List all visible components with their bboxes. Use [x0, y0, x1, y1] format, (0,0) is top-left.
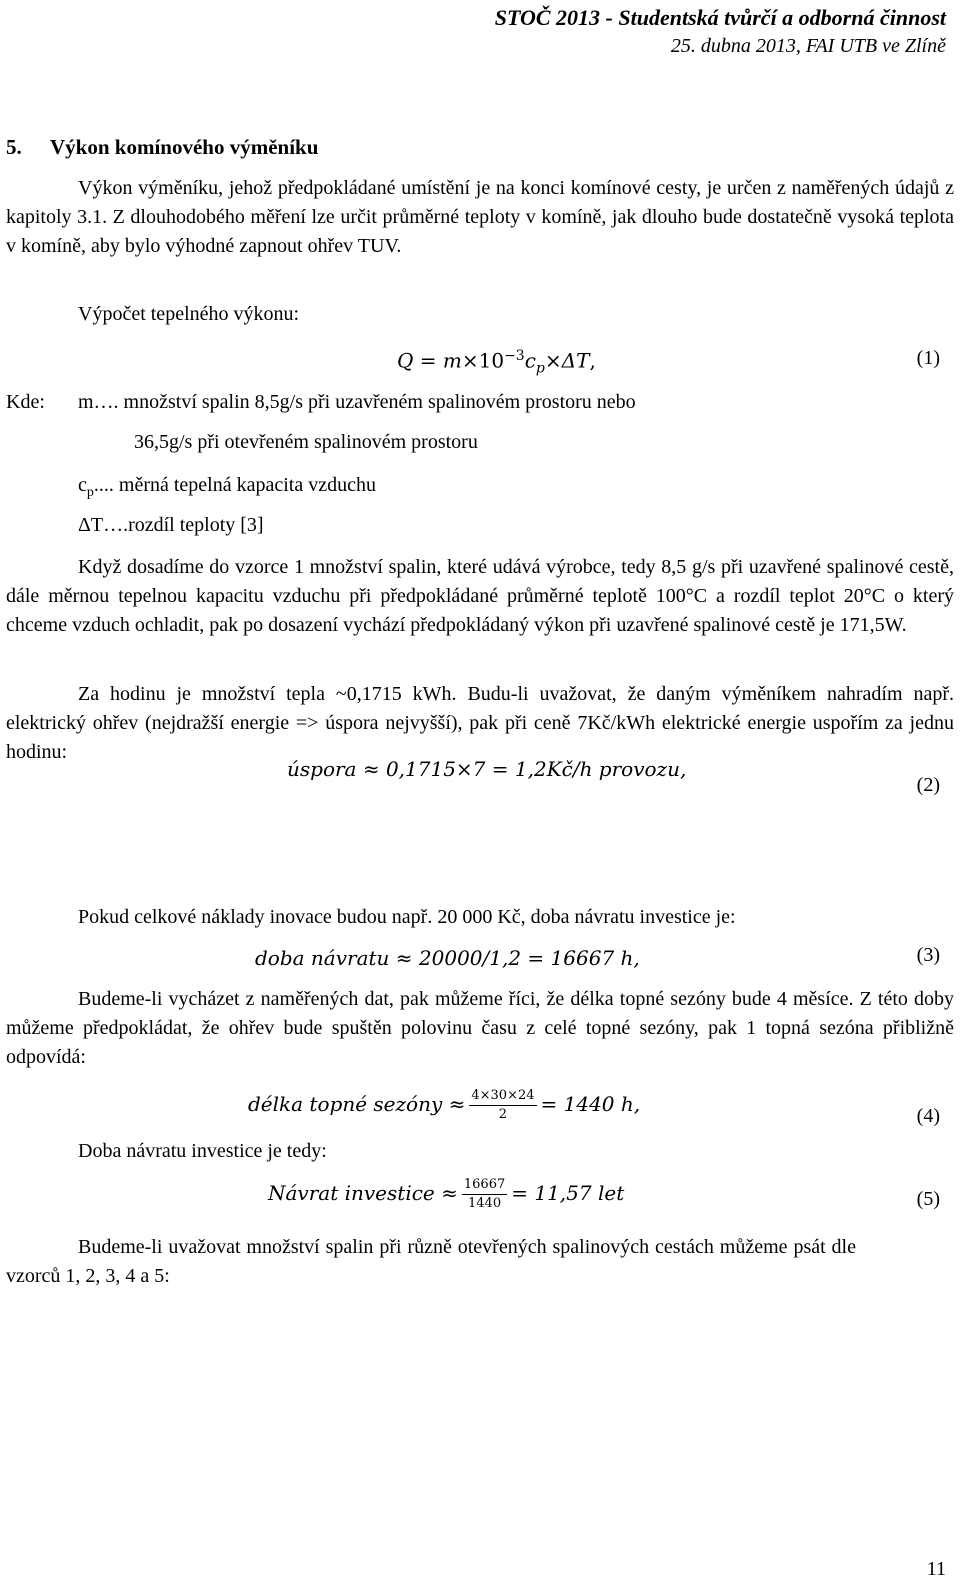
paragraph-hourly-heat: Za hodinu je množství tepla ~0,1715 kWh. Budu-li uvažovat, že daným výměníkem nahradím např. elektrický ohřev (nejdražší energie => úspora nejvyšší), pak při ceně 7Kč/kWh elektrické energie uspořím za jednu hodinu:	[6, 683, 954, 763]
paragraph-return: Doba návratu investice je tedy:	[78, 1140, 327, 1162]
paragraph-substitution: Když dosadíme do vzorce 1 množství spalin, které udává výrobce, tedy 8,5 g/s při uzavřené spalinové cestě, dále měrnou tepelnou kapacitu vzduchu při předpokládané průměrné teplotě 100°C a rozdíl teplot 20°C o který chceme vzduch ochladit, pak po dosazení vychází předpokládaný výkon při uzavřené spalinové cestě je 171,5W.	[6, 556, 954, 636]
header-conference: STOČ 2013 - Studentská tvůrčí a odborná činnost	[494, 5, 946, 30]
paragraph-conclusion: Budeme-li uvažovat množství spalin při různě otevřených spalinových cestách můžeme psát dle vzorců 1, 2, 3, 4 a 5:	[6, 1236, 856, 1287]
equation-5: Návrat investice ≈ $\frac{16667}{1440}$ = 11,57 let	[268, 1177, 625, 1211]
var-m-line2: 36,5g/s při otevřeném spalinovém prostoru	[134, 431, 478, 453]
section-heading	[6, 135, 318, 160]
equation-3: doba návratu ≈ 20000/1,2 = 16667 h,	[255, 946, 640, 970]
equation-2: úspora ≈ 0,1715×7 = 1,2Kč/h provozu,	[287, 757, 687, 781]
header-date: 25. dubna 2013, FAI UTB ve Zlíně	[670, 35, 946, 57]
equation-2-number: (2)	[916, 774, 940, 796]
equation-3-number: (3)	[916, 944, 940, 966]
paragraph-intro: Výkon výměníku, jehož předpokládané umístění je na konci komínové cesty, je určen z naměřených údajů z kapitoly 3.1. Z dlouhodobého měření lze určit průměrné teploty v komíně, jak dlouho bude dostatečně vysoká teplota v komíně, aby bylo výhodné zapnout ohřev TUV.	[6, 177, 954, 257]
paragraph-costs: Pokud celkové náklady inovace budou např. 20 000 Kč, doba návratu investice je:	[78, 906, 736, 928]
paragraph-heating-season: Budeme-li vycházet z naměřených dat, pak můžeme říci, že délka topné sezóny bude 4 měsíce. Z této doby můžeme předpokládat, že ohřev bude spuštěn polovinu času z celé topné sezóny, pak 1 topná sezóna přibližně odpovídá:	[6, 988, 954, 1068]
equation-1-number: (1)	[916, 347, 940, 369]
kde-label: Kde:	[6, 391, 45, 413]
equation-4-number: (4)	[916, 1105, 940, 1127]
var-cp: $c_p$.... měrná tepelná kapacita vzduchu	[78, 474, 376, 500]
page-header	[495, 4, 946, 60]
calc-label: Výpočet tepelného výkonu:	[78, 303, 300, 325]
page-number: 11	[926, 1558, 946, 1580]
var-m-line1: m…. množství spalin 8,5g/s při uzavřeném spalinovém prostoru nebo	[78, 391, 636, 413]
section-title: Výkon komínového výměníku	[50, 135, 319, 159]
equation-1: $Q = m\times 10^{-3}c_p\times\Delta T$,	[397, 348, 596, 377]
equation-5-number: (5)	[916, 1188, 940, 1210]
equation-4: délka topné sezóny ≈ $\frac{4\times 30\times 24}{2}$ = 1440 h,	[248, 1088, 641, 1122]
section-number: 5.	[6, 135, 22, 159]
var-dt: ΔT….rozdíl teploty [3]	[78, 514, 264, 536]
